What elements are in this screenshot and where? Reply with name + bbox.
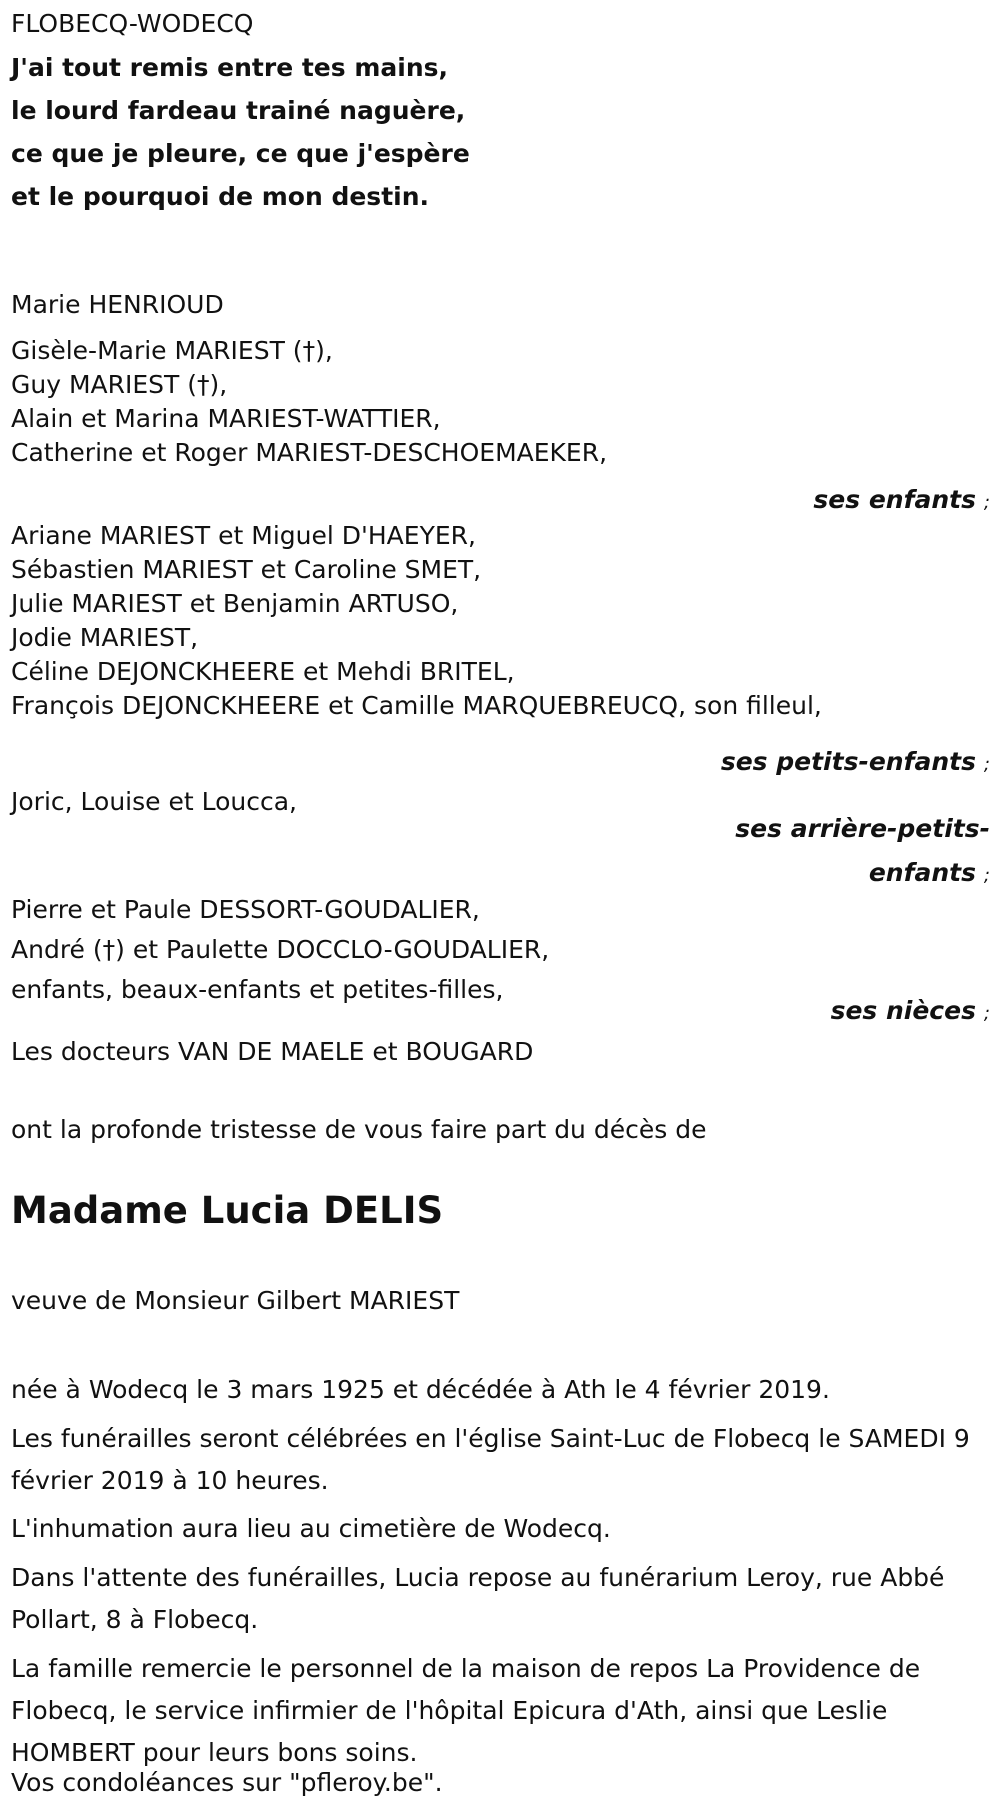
widow-of-line: veuve de Monsieur Gilbert MARIEST — [11, 1286, 460, 1315]
relation-label: ses petits-enfants — [720, 747, 976, 776]
condolences-line: Vos condoléances sur "pfleroy.be". — [11, 1768, 443, 1797]
great-grandchildren-relation — [11, 807, 990, 898]
relation-separator: ; — [983, 1003, 990, 1024]
partner-name: Marie HENRIOUD — [11, 290, 224, 319]
thanks-paragraph: La famille remercie le personnel de la maison de repos La Providence de Flobecq, le service infirmier de l'hôpital Epicura d'Ath, ainsi que Leslie HOMBERT pour leurs bons soins. — [11, 1654, 921, 1767]
child-name: Catherine et Roger MARIEST-DESCHOEMAEKER, — [11, 438, 608, 467]
doctors-line: Les docteurs VAN DE MAELE et BOUGARD — [11, 1037, 534, 1066]
rest-paragraph: Dans l'attente des funérailles, Lucia repose au funérarium Leroy, rue Abbé Pollart, 8 à Flobecq. — [11, 1563, 945, 1634]
poem-line: J'ai tout remis entre tes mains, — [11, 53, 449, 82]
grandchild-name: Jodie MARIEST, — [11, 623, 199, 652]
grandchildren-relation — [11, 742, 990, 785]
great-grandchild-name: Joric, Louise et Loucca, — [11, 787, 297, 816]
relation-label: enfants — [868, 858, 976, 887]
grandchild-name: François DEJONCKHEERE et Camille MARQUEBREUCQ, son filleul, — [11, 691, 822, 720]
poem-line: et le pourquoi de mon destin. — [11, 182, 430, 211]
announcement-text: ont la profonde tristesse de vous faire part du décès de — [11, 1115, 707, 1144]
child-name: Alain et Marina MARIEST-WATTIER, — [11, 404, 441, 433]
poem-line: ce que je pleure, ce que j'espère — [11, 139, 470, 168]
children-list — [11, 334, 990, 470]
poem-line: le lourd fardeau trainé naguère, — [11, 96, 466, 125]
birth-death-line: née à Wodecq le 3 mars 1925 et décédée à Ath le 4 février 2019. — [11, 1375, 830, 1404]
poem — [11, 46, 990, 218]
grandchild-name: Ariane MARIEST et Miguel D'HAEYER, — [11, 521, 476, 550]
niece-name: André (†) et Paulette DOCCLO-GOUDALIER, — [11, 935, 550, 964]
children-relation — [11, 480, 990, 523]
funeral-paragraph: Les funérailles seront célébrées en l'église Saint-Luc de Flobecq le SAMEDI 9 février 2019 à 10 heures. — [11, 1424, 970, 1495]
grandchild-name: Sébastien MARIEST et Caroline SMET, — [11, 555, 482, 584]
relation-label: ses arrière-petits- — [735, 814, 990, 843]
nieces-relation — [11, 991, 990, 1034]
child-name: Gisèle-Marie MARIEST (†), — [11, 336, 333, 365]
location-heading: FLOBECQ-WODECQ — [11, 9, 254, 38]
grandchild-name: Julie MARIEST et Benjamin ARTUSO, — [11, 589, 459, 618]
child-name: Guy MARIEST (†), — [11, 370, 228, 399]
niece-name: Pierre et Paule DESSORT-GOUDALIER, — [11, 895, 480, 924]
niece-name: enfants, beaux-enfants et petites-filles, — [11, 975, 504, 1004]
grandchildren-list — [11, 519, 990, 723]
relation-label: ses nièces — [830, 996, 976, 1025]
relation-separator: ; — [983, 865, 990, 886]
relation-separator: ; — [983, 754, 990, 775]
relation-label: ses enfants — [813, 485, 976, 514]
grandchild-name: Céline DEJONCKHEERE et Mehdi BRITEL, — [11, 657, 515, 686]
deceased-name: Madame Lucia DELIS — [11, 1189, 444, 1232]
relation-separator: ; — [983, 492, 990, 513]
burial-line: L'inhumation aura lieu au cimetière de Wodecq. — [11, 1514, 611, 1543]
